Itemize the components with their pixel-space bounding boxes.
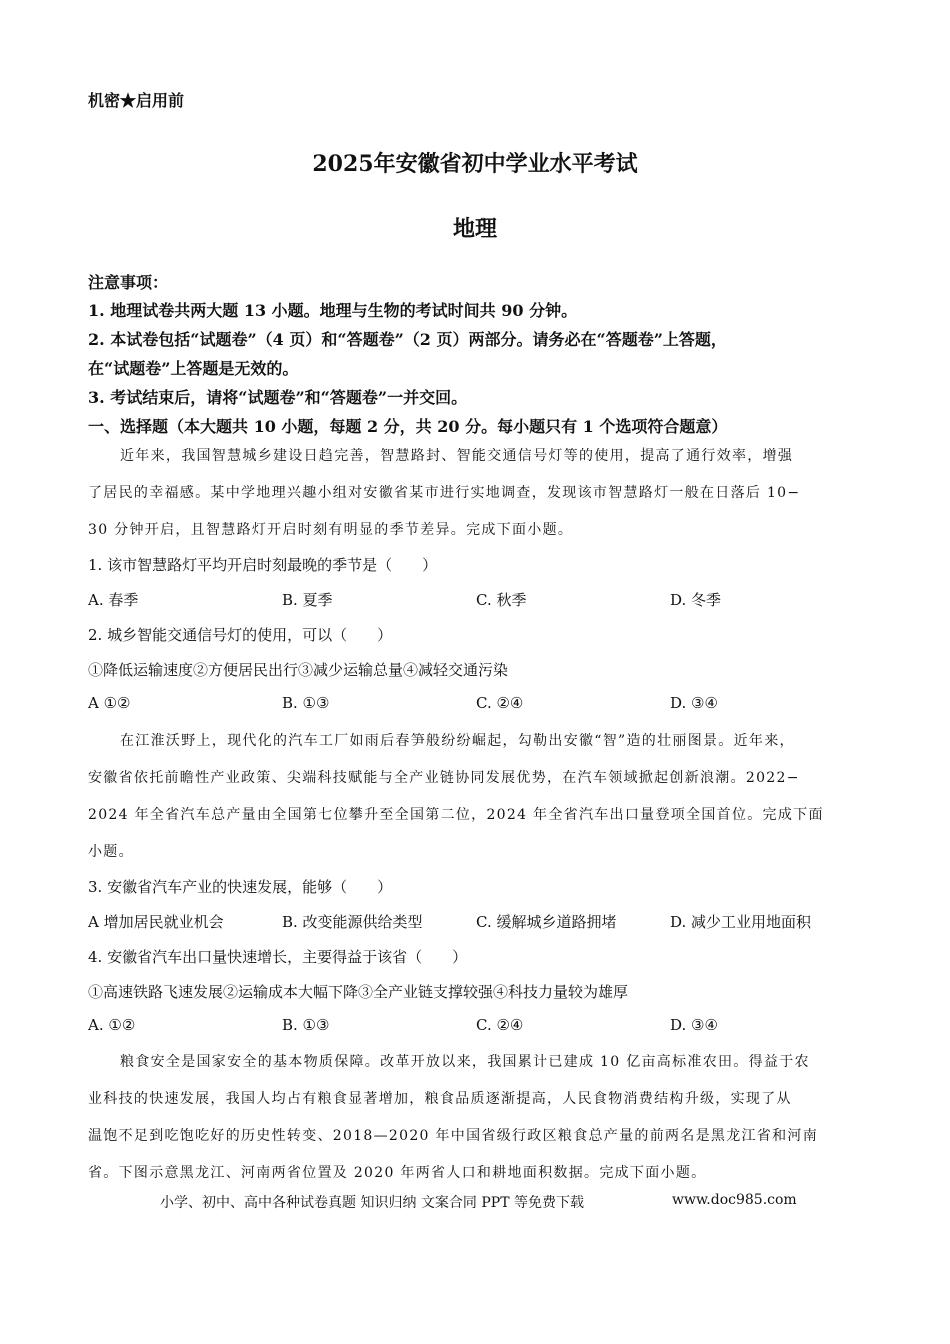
notice-item: 1. 地理试卷共两大题 13 小题。地理与生物的考试时间共 90 分钟。 [88, 301, 578, 320]
question-stem: 1. 该市智慧路灯平均开启时刻最晚的季节是（ ） [88, 556, 438, 574]
option-a: A ①② [88, 694, 131, 712]
notice-heading: 注意事项： [88, 273, 169, 292]
option-a: A. ①② [88, 1016, 136, 1034]
option-c: C. ②④ [476, 1016, 524, 1034]
subject-title: 地理 [452, 216, 497, 242]
question-statement: ①高速铁路飞速发展②运输成本大幅下降③全产业链支撑较强④科技力量较为雄厚 [88, 983, 629, 1001]
passage-line: 近年来，我国智慧城乡建设日趋完善，智慧路封、智能交通信号灯等的使用，提高了通行效率，增强 [120, 448, 794, 464]
passage-line: 粮食安全是国家安全的基本物质保障。改革开放以来，我国累计已建成 10 亿亩高标准农田。得益于农 [120, 1054, 810, 1070]
passage-line: 了居民的幸福感。某中学地理兴趣小组对安徽省某市进行实地调查，发现该市智慧路灯一般在日落后 10− [88, 485, 801, 501]
section-heading: 一、选择题（本大题共 10 小题，每题 2 分，共 20 分。每小题只有 1 个选项符合题意） [88, 417, 728, 436]
question-stem: 2. 城乡智能交通信号灯的使用，可以（ ） [88, 626, 393, 644]
passage-line: 温饱不足到吃饱吃好的历史性转变、2018—2020 年中国省级行政区粮食总产量的前两名是黑龙江省和河南 [88, 1128, 819, 1144]
option-b: B. 改变能源供给类型 [282, 913, 423, 931]
passage-line: 省。下图示意黑龙江、河南两省位置及 2020 年两省人口和耕地面积数据。完成下面小题。 [88, 1165, 707, 1181]
option-b: B. ①③ [282, 1016, 330, 1034]
option-a: A. 春季 [88, 591, 139, 609]
passage-line: 安徽省依托前瞻性产业政策、尖端科技赋能与全产业链协同发展优势，在汽车领域掀起创新浪潮。2022− [88, 770, 800, 786]
option-d: D. ③④ [670, 694, 718, 712]
footer-url[interactable]: www.doc985.com [672, 1192, 797, 1208]
passage-line: 业科技的快速发展，我国人均占有粮食显著增加，粮食品质逐渐提高，人民食物消费结构升级，实现了从 [88, 1091, 792, 1107]
option-a: A 增加居民就业机会 [88, 913, 224, 931]
option-b: B. ①③ [282, 694, 330, 712]
footer-text: 小学、初中、高中各种试卷真题 知识归纳 文案合同 PPT 等免费下载 [160, 1195, 584, 1211]
option-c: C. 秋季 [476, 591, 527, 609]
option-d: D. 减少工业用地面积 [670, 913, 812, 931]
question-stem: 4. 安徽省汽车出口量快速增长，主要得益于该省（ ） [88, 948, 468, 966]
option-d: D. ③④ [670, 1016, 718, 1034]
option-c: C. 缓解城乡道路拥堵 [476, 913, 617, 931]
question-statement: ①降低运输速度②方便居民出行③减少运输总量④减轻交通污染 [88, 661, 509, 679]
question-stem: 3. 安徽省汽车产业的快速发展，能够（ ） [88, 878, 393, 896]
option-c: C. ②④ [476, 694, 524, 712]
notice-item: 在“试题卷”上答题是无效的。 [88, 359, 299, 378]
passage-line: 在江淮沃野上，现代化的汽车工厂如雨后春笋般纷纷崛起，勾勒出安徽“智”造的壮丽图景。近年来， [120, 733, 795, 749]
confidential-label: 机密★启用前 [88, 91, 185, 110]
passage-line: 30 分钟开启，且智慧路灯开启时刻有明显的季节差异。完成下面小题。 [88, 522, 574, 538]
option-d: D. 冬季 [670, 591, 722, 609]
option-b: B. 夏季 [282, 591, 333, 609]
notice-item: 3. 考试结束后，请将“试题卷”和“答题卷”一并交回。 [88, 388, 468, 407]
passage-line: 小题。 [88, 844, 134, 860]
exam-title: 2025年安徽省初中学业水平考试 [312, 151, 638, 177]
passage-line: 2024 年全省汽车总产量由全国第七位攀升至全国第二位，2024 年全省汽车出口量登项全国首位。完成下面 [88, 807, 824, 823]
notice-item: 2. 本试卷包括“试题卷”（4 页）和“答题卷”（2 页）两部分。请务必在“答题卷”上答题， [88, 330, 727, 349]
